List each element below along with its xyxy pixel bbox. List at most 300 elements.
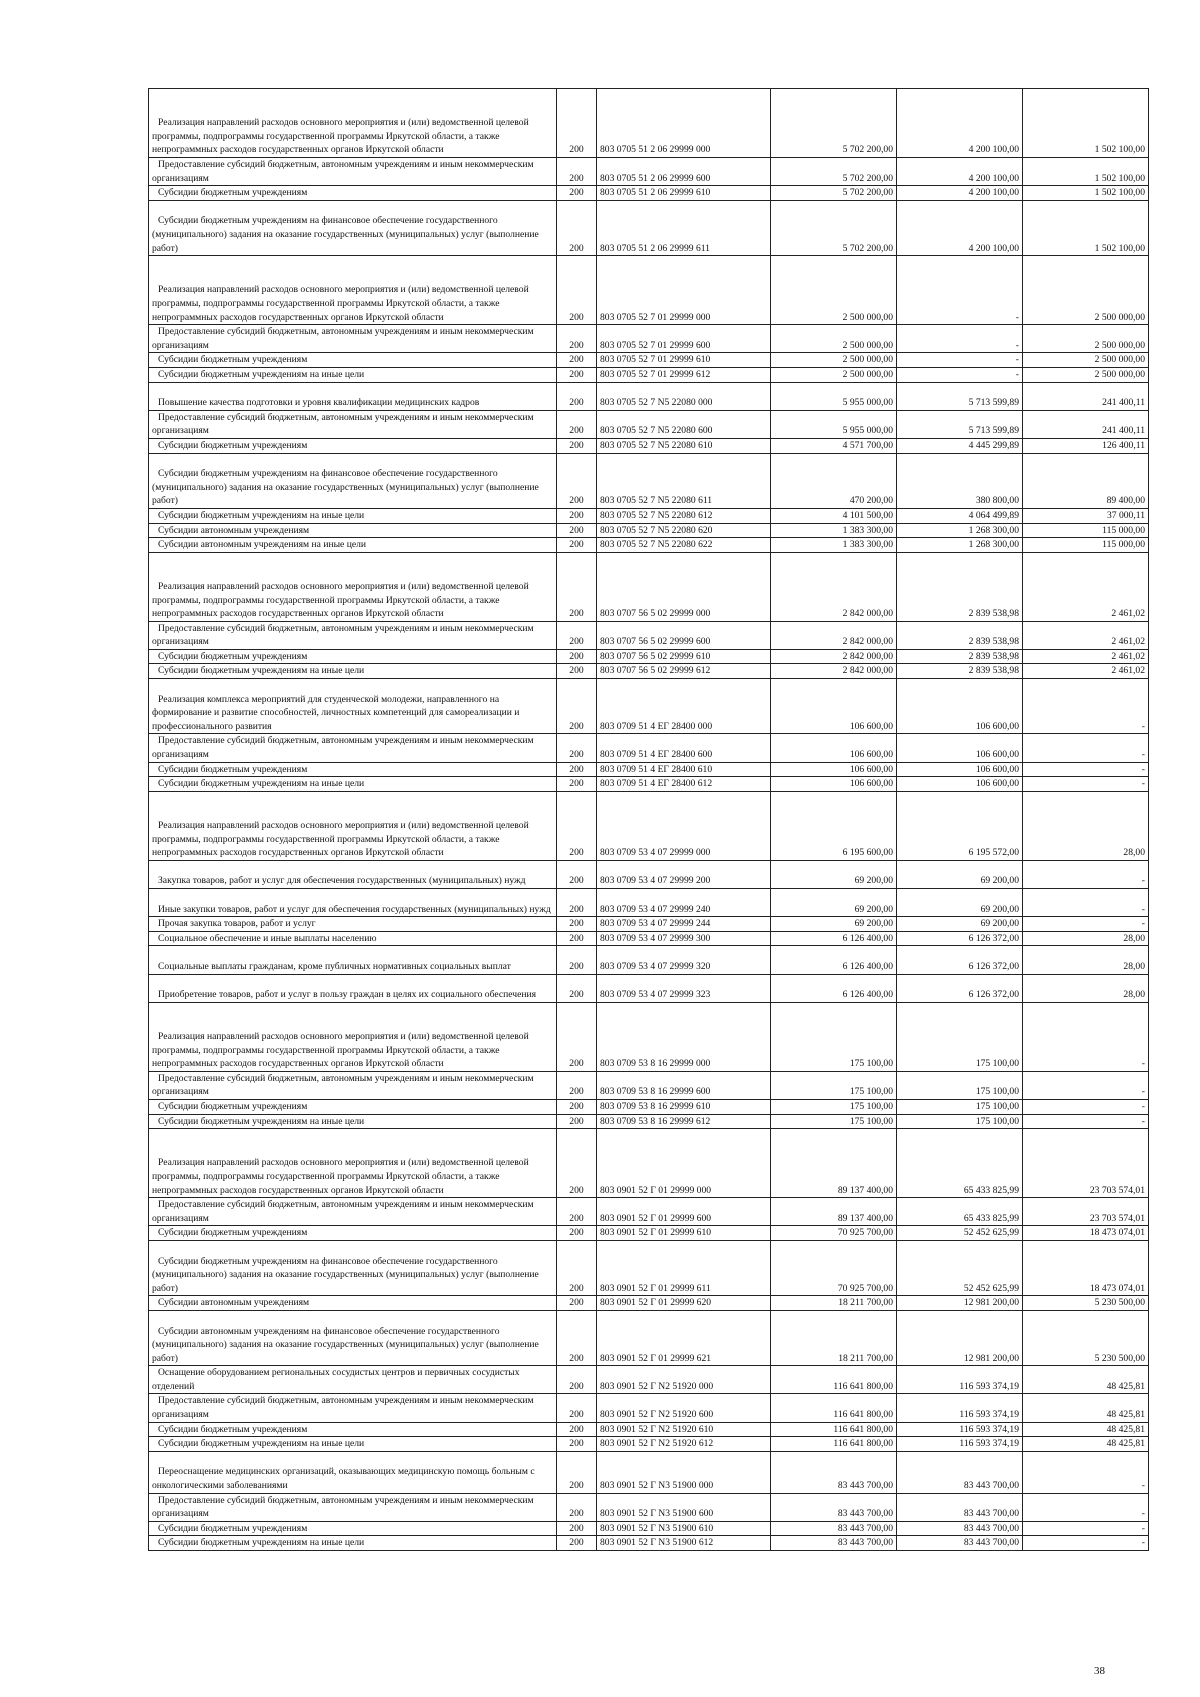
row-unexecuted-amount-cell: -: [1023, 1002, 1149, 1071]
table-row: [149, 1394, 1149, 1422]
row-approved-amount-cell: 18 211 700,00: [771, 1310, 897, 1365]
table-row: [149, 186, 1149, 201]
row-name-cell: Предоставление субсидий бюджетным, автономным учреждениям и иным некоммерческим организациям: [149, 325, 557, 353]
row-code-cell: 200: [557, 453, 597, 508]
row-approved-amount-cell: 70 925 700,00: [771, 1226, 897, 1241]
row-budget-classification-cell: 803 0901 52 Г 01 29999 600: [597, 1198, 771, 1226]
row-unexecuted-amount-cell: 1 502 100,00: [1023, 186, 1149, 201]
row-executed-amount-cell: 6 126 372,00: [897, 974, 1023, 1002]
row-unexecuted-amount-cell: 115 000,00: [1023, 538, 1149, 553]
row-budget-classification-cell: 803 0705 51 2 06 29999 610: [597, 186, 771, 201]
row-budget-classification-cell: 803 0709 51 4 ЕГ 28400 612: [597, 777, 771, 792]
row-unexecuted-amount-cell: 23 703 574,01: [1023, 1129, 1149, 1198]
row-unexecuted-amount-cell: -: [1023, 1099, 1149, 1114]
table-row: [149, 552, 1149, 621]
row-executed-amount-cell: 4 200 100,00: [897, 89, 1023, 158]
table-row: [149, 382, 1149, 410]
row-approved-amount-cell: 4 571 700,00: [771, 438, 897, 453]
row-approved-amount-cell: 2 842 000,00: [771, 664, 897, 679]
row-name-cell: Субсидии автономным учреждениям: [149, 1296, 557, 1311]
row-code-cell: 200: [557, 1099, 597, 1114]
row-unexecuted-amount-cell: 48 425,81: [1023, 1394, 1149, 1422]
row-executed-amount-cell: 4 200 100,00: [897, 200, 1023, 255]
row-budget-classification-cell: 803 0707 56 5 02 29999 600: [597, 621, 771, 649]
row-unexecuted-amount-cell: 89 400,00: [1023, 453, 1149, 508]
row-name-cell: Субсидии бюджетным учреждениям на иные цели: [149, 1437, 557, 1452]
row-approved-amount-cell: 116 641 800,00: [771, 1394, 897, 1422]
row-code-cell: 200: [557, 1310, 597, 1365]
row-approved-amount-cell: 5 702 200,00: [771, 200, 897, 255]
row-code-cell: 200: [557, 777, 597, 792]
row-approved-amount-cell: 5 702 200,00: [771, 89, 897, 158]
row-executed-amount-cell: -: [897, 367, 1023, 382]
row-approved-amount-cell: 1 383 300,00: [771, 538, 897, 553]
row-name-cell: Реализация направлений расходов основного мероприятия и (или) ведомственной целевой программы, подпрограммы государственной программы Иркутской области, а также непрограммных расходов государственных органов Иркутской области: [149, 1129, 557, 1198]
row-code-cell: 200: [557, 917, 597, 932]
row-name-cell: Субсидии бюджетным учреждениям: [149, 438, 557, 453]
table-row: [149, 974, 1149, 1002]
row-name-cell: Предоставление субсидий бюджетным, автономным учреждениям и иным некоммерческим организациям: [149, 734, 557, 762]
row-name-cell: Субсидии бюджетным учреждениям: [149, 353, 557, 368]
row-code-cell: 200: [557, 523, 597, 538]
table-row: [149, 649, 1149, 664]
row-executed-amount-cell: 6 195 572,00: [897, 791, 1023, 860]
row-approved-amount-cell: 89 137 400,00: [771, 1198, 897, 1226]
row-name-cell: Субсидии бюджетным учреждениям на финансовое обеспечение государственного (муниципального) задания на оказание государственных (муниципальных) услуг (выполнение работ): [149, 1240, 557, 1295]
row-approved-amount-cell: 106 600,00: [771, 777, 897, 792]
row-code-cell: 200: [557, 256, 597, 325]
row-unexecuted-amount-cell: -: [1023, 1493, 1149, 1521]
row-budget-classification-cell: 803 0709 53 8 16 29999 600: [597, 1071, 771, 1099]
row-approved-amount-cell: 18 211 700,00: [771, 1296, 897, 1311]
table-row: [149, 1422, 1149, 1437]
row-unexecuted-amount-cell: 28,00: [1023, 946, 1149, 974]
row-code-cell: 200: [557, 974, 597, 1002]
row-name-cell: Предоставление субсидий бюджетным, автономным учреждениям и иным некоммерческим организациям: [149, 1198, 557, 1226]
row-executed-amount-cell: 2 839 538,98: [897, 552, 1023, 621]
row-approved-amount-cell: 116 641 800,00: [771, 1422, 897, 1437]
row-approved-amount-cell: 5 955 000,00: [771, 382, 897, 410]
row-executed-amount-cell: 106 600,00: [897, 777, 1023, 792]
table-row: [149, 1493, 1149, 1521]
table-row: [149, 1366, 1149, 1394]
row-budget-classification-cell: 803 0901 52 Г 01 29999 000: [597, 1129, 771, 1198]
table-row: [149, 1451, 1149, 1493]
row-name-cell: Субсидии бюджетным учреждениям: [149, 1099, 557, 1114]
row-name-cell: Предоставление субсидий бюджетным, автономным учреждениям и иным некоммерческим организациям: [149, 621, 557, 649]
row-executed-amount-cell: 69 200,00: [897, 860, 1023, 888]
row-executed-amount-cell: -: [897, 325, 1023, 353]
row-budget-classification-cell: 803 0705 51 2 06 29999 000: [597, 89, 771, 158]
page-number: 38: [1094, 1665, 1105, 1677]
row-budget-classification-cell: 803 0705 52 7 N5 22080 600: [597, 410, 771, 438]
row-code-cell: 200: [557, 508, 597, 523]
row-code-cell: 200: [557, 1394, 597, 1422]
row-unexecuted-amount-cell: 28,00: [1023, 791, 1149, 860]
row-name-cell: Иные закупки товаров, работ и услуг для обеспечения государственных (муниципальных) нужд: [149, 889, 557, 917]
row-executed-amount-cell: 69 200,00: [897, 889, 1023, 917]
row-name-cell: Приобретение товаров, работ и услуг в пользу граждан в целях их социального обеспечения: [149, 974, 557, 1002]
budget-execution-table: [148, 88, 1149, 1551]
row-unexecuted-amount-cell: 5 230 500,00: [1023, 1296, 1149, 1311]
row-unexecuted-amount-cell: 48 425,81: [1023, 1437, 1149, 1452]
table-row: [149, 367, 1149, 382]
table-row: [149, 1536, 1149, 1551]
row-code-cell: 200: [557, 353, 597, 368]
row-name-cell: Субсидии автономным учреждениям на иные цели: [149, 538, 557, 553]
row-code-cell: 200: [557, 621, 597, 649]
row-executed-amount-cell: 175 100,00: [897, 1071, 1023, 1099]
row-code-cell: 200: [557, 664, 597, 679]
row-budget-classification-cell: 803 0709 53 8 16 29999 612: [597, 1114, 771, 1129]
row-code-cell: 200: [557, 1129, 597, 1198]
row-code-cell: 200: [557, 931, 597, 946]
row-name-cell: Предоставление субсидий бюджетным, автономным учреждениям и иным некоммерческим организациям: [149, 1071, 557, 1099]
row-executed-amount-cell: 175 100,00: [897, 1114, 1023, 1129]
table-row: [149, 777, 1149, 792]
row-approved-amount-cell: 106 600,00: [771, 679, 897, 734]
row-budget-classification-cell: 803 0709 53 4 07 29999 000: [597, 791, 771, 860]
row-unexecuted-amount-cell: 241 400,11: [1023, 410, 1149, 438]
row-unexecuted-amount-cell: 2 461,02: [1023, 552, 1149, 621]
table-row: [149, 200, 1149, 255]
row-name-cell: Субсидии бюджетным учреждениям на финансовое обеспечение государственного (муниципального) задания на оказание государственных (муниципальных) услуг (выполнение работ): [149, 200, 557, 255]
table-row: [149, 946, 1149, 974]
row-budget-classification-cell: 803 0707 56 5 02 29999 612: [597, 664, 771, 679]
row-name-cell: Реализация направлений расходов основного мероприятия и (или) ведомственной целевой программы, подпрограммы государственной программы Иркутской области, а также непрограммных расходов государственных органов Иркутской области: [149, 89, 557, 158]
row-unexecuted-amount-cell: -: [1023, 762, 1149, 777]
row-executed-amount-cell: 116 593 374,19: [897, 1394, 1023, 1422]
row-name-cell: Реализация направлений расходов основного мероприятия и (или) ведомственной целевой программы, подпрограммы государственной программы Иркутской области, а также непрограммных расходов государственных органов Иркутской области: [149, 791, 557, 860]
row-executed-amount-cell: 380 800,00: [897, 453, 1023, 508]
row-approved-amount-cell: 2 842 000,00: [771, 649, 897, 664]
row-executed-amount-cell: 4 200 100,00: [897, 158, 1023, 186]
row-approved-amount-cell: 5 955 000,00: [771, 410, 897, 438]
row-unexecuted-amount-cell: 28,00: [1023, 931, 1149, 946]
row-unexecuted-amount-cell: -: [1023, 734, 1149, 762]
row-code-cell: 200: [557, 438, 597, 453]
row-code-cell: 200: [557, 1536, 597, 1551]
row-budget-classification-cell: 803 0901 52 Г N2 51920 600: [597, 1394, 771, 1422]
row-code-cell: 200: [557, 1422, 597, 1437]
row-budget-classification-cell: 803 0709 53 4 07 29999 200: [597, 860, 771, 888]
row-unexecuted-amount-cell: 1 502 100,00: [1023, 200, 1149, 255]
row-code-cell: 200: [557, 1198, 597, 1226]
row-budget-classification-cell: 803 0707 56 5 02 29999 610: [597, 649, 771, 664]
row-code-cell: 200: [557, 367, 597, 382]
table-row: [149, 1099, 1149, 1114]
row-approved-amount-cell: 175 100,00: [771, 1114, 897, 1129]
row-approved-amount-cell: 175 100,00: [771, 1099, 897, 1114]
table-row: [149, 1521, 1149, 1536]
row-executed-amount-cell: 83 443 700,00: [897, 1521, 1023, 1536]
row-name-cell: Реализация направлений расходов основного мероприятия и (или) ведомственной целевой программы, подпрограммы государственной программы Иркутской области, а также непрограммных расходов государственных органов Иркутской области: [149, 1002, 557, 1071]
table-row: [149, 1296, 1149, 1311]
row-name-cell: Субсидии бюджетным учреждениям: [149, 762, 557, 777]
row-budget-classification-cell: 803 0709 53 4 07 29999 323: [597, 974, 771, 1002]
table-row: [149, 1129, 1149, 1198]
table-row: [149, 89, 1149, 158]
row-budget-classification-cell: 803 0705 52 7 01 29999 610: [597, 353, 771, 368]
table-row: [149, 1240, 1149, 1295]
row-name-cell: Субсидии бюджетным учреждениям: [149, 649, 557, 664]
row-code-cell: 200: [557, 889, 597, 917]
table-row: [149, 453, 1149, 508]
row-code-cell: 200: [557, 1366, 597, 1394]
row-executed-amount-cell: 69 200,00: [897, 917, 1023, 932]
row-code-cell: 200: [557, 762, 597, 777]
table-row: [149, 762, 1149, 777]
row-name-cell: Предоставление субсидий бюджетным, автономным учреждениям и иным некоммерческим организациям: [149, 1493, 557, 1521]
row-name-cell: Реализация направлений расходов основного мероприятия и (или) ведомственной целевой программы, подпрограммы государственной программы Иркутской области, а также непрограммных расходов государственных органов Иркутской области: [149, 552, 557, 621]
row-executed-amount-cell: 2 839 538,98: [897, 649, 1023, 664]
row-budget-classification-cell: 803 0709 51 4 ЕГ 28400 600: [597, 734, 771, 762]
row-code-cell: 200: [557, 734, 597, 762]
row-code-cell: 200: [557, 1114, 597, 1129]
row-executed-amount-cell: 2 839 538,98: [897, 621, 1023, 649]
table-body: [149, 89, 1149, 1551]
row-unexecuted-amount-cell: 23 703 574,01: [1023, 1198, 1149, 1226]
row-approved-amount-cell: 106 600,00: [771, 762, 897, 777]
row-unexecuted-amount-cell: 2 461,02: [1023, 664, 1149, 679]
row-name-cell: Субсидии автономным учреждениям: [149, 523, 557, 538]
row-executed-amount-cell: 106 600,00: [897, 679, 1023, 734]
row-budget-classification-cell: 803 0709 53 4 07 29999 300: [597, 931, 771, 946]
row-name-cell: Социальные выплаты гражданам, кроме публичных нормативных социальных выплат: [149, 946, 557, 974]
row-approved-amount-cell: 83 443 700,00: [771, 1536, 897, 1551]
row-approved-amount-cell: 106 600,00: [771, 734, 897, 762]
row-code-cell: 200: [557, 791, 597, 860]
row-executed-amount-cell: 12 981 200,00: [897, 1310, 1023, 1365]
row-unexecuted-amount-cell: 48 425,81: [1023, 1422, 1149, 1437]
row-executed-amount-cell: 6 126 372,00: [897, 946, 1023, 974]
table-row: [149, 860, 1149, 888]
row-budget-classification-cell: 803 0705 52 7 01 29999 600: [597, 325, 771, 353]
row-name-cell: Субсидии бюджетным учреждениям на иные цели: [149, 1114, 557, 1129]
row-unexecuted-amount-cell: 37 000,11: [1023, 508, 1149, 523]
table-row: [149, 158, 1149, 186]
row-unexecuted-amount-cell: 48 425,81: [1023, 1366, 1149, 1394]
table-row: [149, 523, 1149, 538]
row-approved-amount-cell: 6 126 400,00: [771, 946, 897, 974]
table-row: [149, 1226, 1149, 1241]
row-name-cell: Субсидии бюджетным учреждениям: [149, 1226, 557, 1241]
row-unexecuted-amount-cell: -: [1023, 777, 1149, 792]
table-row: [149, 1114, 1149, 1129]
row-code-cell: 200: [557, 1240, 597, 1295]
row-name-cell: Реализация направлений расходов основного мероприятия и (или) ведомственной целевой программы, подпрограммы государственной программы Иркутской области, а также непрограммных расходов государственных органов Иркутской области: [149, 256, 557, 325]
row-executed-amount-cell: 52 452 625,99: [897, 1226, 1023, 1241]
row-unexecuted-amount-cell: -: [1023, 1451, 1149, 1493]
row-approved-amount-cell: 470 200,00: [771, 453, 897, 508]
row-executed-amount-cell: 83 443 700,00: [897, 1536, 1023, 1551]
row-budget-classification-cell: 803 0705 52 7 01 29999 612: [597, 367, 771, 382]
table-row: [149, 353, 1149, 368]
row-executed-amount-cell: 6 126 372,00: [897, 931, 1023, 946]
row-approved-amount-cell: 83 443 700,00: [771, 1493, 897, 1521]
row-code-cell: 200: [557, 679, 597, 734]
row-budget-classification-cell: 803 0709 53 4 07 29999 244: [597, 917, 771, 932]
row-budget-classification-cell: 803 0705 51 2 06 29999 600: [597, 158, 771, 186]
row-budget-classification-cell: 803 0901 52 Г 01 29999 610: [597, 1226, 771, 1241]
row-executed-amount-cell: 116 593 374,19: [897, 1366, 1023, 1394]
row-executed-amount-cell: -: [897, 353, 1023, 368]
row-code-cell: 200: [557, 649, 597, 664]
row-code-cell: 200: [557, 946, 597, 974]
row-approved-amount-cell: 1 383 300,00: [771, 523, 897, 538]
row-approved-amount-cell: 89 137 400,00: [771, 1129, 897, 1198]
row-name-cell: Предоставление субсидий бюджетным, автономным учреждениям и иным некоммерческим организациям: [149, 158, 557, 186]
row-name-cell: Переоснащение медицинских организаций, оказывающих медицинскую помощь больным с онкологическими заболеваниями: [149, 1451, 557, 1493]
row-executed-amount-cell: 65 433 825,99: [897, 1198, 1023, 1226]
row-budget-classification-cell: 803 0901 52 Г N2 51920 612: [597, 1437, 771, 1452]
row-budget-classification-cell: 803 0705 52 7 N5 22080 611: [597, 453, 771, 508]
row-budget-classification-cell: 803 0709 53 8 16 29999 000: [597, 1002, 771, 1071]
row-approved-amount-cell: 2 500 000,00: [771, 256, 897, 325]
row-budget-classification-cell: 803 0705 52 7 N5 22080 000: [597, 382, 771, 410]
row-approved-amount-cell: 83 443 700,00: [771, 1521, 897, 1536]
row-unexecuted-amount-cell: 241 400,11: [1023, 382, 1149, 410]
row-executed-amount-cell: 4 064 499,89: [897, 508, 1023, 523]
row-code-cell: 200: [557, 1226, 597, 1241]
table-row: [149, 1310, 1149, 1365]
row-executed-amount-cell: 2 839 538,98: [897, 664, 1023, 679]
row-name-cell: Субсидии бюджетным учреждениям на иные цели: [149, 777, 557, 792]
row-executed-amount-cell: 5 713 599,89: [897, 410, 1023, 438]
row-unexecuted-amount-cell: 28,00: [1023, 974, 1149, 1002]
row-unexecuted-amount-cell: 1 502 100,00: [1023, 89, 1149, 158]
row-code-cell: 200: [557, 158, 597, 186]
row-approved-amount-cell: 175 100,00: [771, 1002, 897, 1071]
row-executed-amount-cell: 83 443 700,00: [897, 1493, 1023, 1521]
row-unexecuted-amount-cell: 18 473 074,01: [1023, 1226, 1149, 1241]
row-budget-classification-cell: 803 0901 52 Г 01 29999 621: [597, 1310, 771, 1365]
table-row: [149, 664, 1149, 679]
table-row: [149, 1071, 1149, 1099]
row-executed-amount-cell: 12 981 200,00: [897, 1296, 1023, 1311]
table-row: [149, 889, 1149, 917]
row-executed-amount-cell: 1 268 300,00: [897, 523, 1023, 538]
table-row: [149, 1437, 1149, 1452]
row-name-cell: Предоставление субсидий бюджетным, автономным учреждениям и иным некоммерческим организациям: [149, 410, 557, 438]
row-executed-amount-cell: 52 452 625,99: [897, 1240, 1023, 1295]
table-row: [149, 1002, 1149, 1071]
row-approved-amount-cell: 2 500 000,00: [771, 367, 897, 382]
row-unexecuted-amount-cell: -: [1023, 889, 1149, 917]
row-unexecuted-amount-cell: -: [1023, 1071, 1149, 1099]
row-approved-amount-cell: 4 101 500,00: [771, 508, 897, 523]
row-code-cell: 200: [557, 1071, 597, 1099]
table-row: [149, 734, 1149, 762]
table-row: [149, 917, 1149, 932]
table-row: [149, 791, 1149, 860]
budget-execution-table-container: [148, 88, 1145, 1551]
row-budget-classification-cell: 803 0901 52 Г N2 51920 000: [597, 1366, 771, 1394]
row-budget-classification-cell: 803 0709 53 4 07 29999 320: [597, 946, 771, 974]
row-budget-classification-cell: 803 0901 52 Г N2 51920 610: [597, 1422, 771, 1437]
row-approved-amount-cell: 69 200,00: [771, 889, 897, 917]
row-unexecuted-amount-cell: 2 461,02: [1023, 649, 1149, 664]
table-row: [149, 325, 1149, 353]
row-budget-classification-cell: 803 0705 52 7 N5 22080 612: [597, 508, 771, 523]
row-code-cell: 200: [557, 1296, 597, 1311]
row-name-cell: Оснащение оборудованием региональных сосудистых центров и первичных сосудистых отделений: [149, 1366, 557, 1394]
row-unexecuted-amount-cell: 2 500 000,00: [1023, 353, 1149, 368]
row-code-cell: 200: [557, 860, 597, 888]
row-code-cell: 200: [557, 552, 597, 621]
row-code-cell: 200: [557, 1002, 597, 1071]
row-name-cell: Прочая закупка товаров, работ и услуг: [149, 917, 557, 932]
row-approved-amount-cell: 69 200,00: [771, 917, 897, 932]
row-executed-amount-cell: 1 268 300,00: [897, 538, 1023, 553]
row-approved-amount-cell: 6 126 400,00: [771, 974, 897, 1002]
row-executed-amount-cell: 106 600,00: [897, 734, 1023, 762]
table-row: [149, 679, 1149, 734]
table-row: [149, 256, 1149, 325]
row-budget-classification-cell: 803 0901 52 Г N3 51900 612: [597, 1536, 771, 1551]
row-name-cell: Субсидии бюджетным учреждениям: [149, 1422, 557, 1437]
table-row: [149, 1198, 1149, 1226]
row-code-cell: 200: [557, 200, 597, 255]
row-name-cell: Социальное обеспечение и иные выплаты населению: [149, 931, 557, 946]
row-name-cell: Субсидии бюджетным учреждениям на иные цели: [149, 664, 557, 679]
row-code-cell: 200: [557, 186, 597, 201]
row-executed-amount-cell: -: [897, 256, 1023, 325]
row-unexecuted-amount-cell: -: [1023, 1536, 1149, 1551]
row-unexecuted-amount-cell: 5 230 500,00: [1023, 1310, 1149, 1365]
row-unexecuted-amount-cell: 115 000,00: [1023, 523, 1149, 538]
row-budget-classification-cell: 803 0705 52 7 N5 22080 610: [597, 438, 771, 453]
row-budget-classification-cell: 803 0705 52 7 01 29999 000: [597, 256, 771, 325]
row-budget-classification-cell: 803 0901 52 Г 01 29999 611: [597, 1240, 771, 1295]
row-unexecuted-amount-cell: -: [1023, 1521, 1149, 1536]
row-unexecuted-amount-cell: 1 502 100,00: [1023, 158, 1149, 186]
row-code-cell: 200: [557, 1451, 597, 1493]
row-approved-amount-cell: 6 126 400,00: [771, 931, 897, 946]
row-name-cell: Субсидии бюджетным учреждениям на иные цели: [149, 367, 557, 382]
row-approved-amount-cell: 175 100,00: [771, 1071, 897, 1099]
table-row: [149, 438, 1149, 453]
row-code-cell: 200: [557, 382, 597, 410]
row-code-cell: 200: [557, 89, 597, 158]
row-unexecuted-amount-cell: -: [1023, 1114, 1149, 1129]
row-budget-classification-cell: 803 0901 52 Г N3 51900 600: [597, 1493, 771, 1521]
row-budget-classification-cell: 803 0709 53 4 07 29999 240: [597, 889, 771, 917]
row-code-cell: 200: [557, 410, 597, 438]
row-name-cell: Закупка товаров, работ и услуг для обеспечения государственных (муниципальных) нужд: [149, 860, 557, 888]
row-budget-classification-cell: 803 0705 52 7 N5 22080 622: [597, 538, 771, 553]
row-name-cell: Предоставление субсидий бюджетным, автономным учреждениям и иным некоммерческим организациям: [149, 1394, 557, 1422]
row-executed-amount-cell: 175 100,00: [897, 1099, 1023, 1114]
row-code-cell: 200: [557, 325, 597, 353]
row-approved-amount-cell: 5 702 200,00: [771, 186, 897, 201]
row-name-cell: Субсидии бюджетным учреждениям на иные цели: [149, 508, 557, 523]
row-budget-classification-cell: 803 0705 52 7 N5 22080 620: [597, 523, 771, 538]
row-executed-amount-cell: 175 100,00: [897, 1002, 1023, 1071]
row-budget-classification-cell: 803 0705 51 2 06 29999 611: [597, 200, 771, 255]
row-approved-amount-cell: 2 842 000,00: [771, 552, 897, 621]
row-approved-amount-cell: 2 842 000,00: [771, 621, 897, 649]
row-approved-amount-cell: 116 641 800,00: [771, 1437, 897, 1452]
row-unexecuted-amount-cell: 2 500 000,00: [1023, 367, 1149, 382]
row-code-cell: 200: [557, 1521, 597, 1536]
row-unexecuted-amount-cell: -: [1023, 917, 1149, 932]
table-row: [149, 621, 1149, 649]
row-name-cell: Субсидии автономным учреждениям на финансовое обеспечение государственного (муниципального) задания на оказание государственных (муниципальных) услуг (выполнение работ): [149, 1310, 557, 1365]
row-budget-classification-cell: 803 0709 51 4 ЕГ 28400 000: [597, 679, 771, 734]
row-name-cell: Субсидии бюджетным учреждениям: [149, 1521, 557, 1536]
row-approved-amount-cell: 116 641 800,00: [771, 1366, 897, 1394]
